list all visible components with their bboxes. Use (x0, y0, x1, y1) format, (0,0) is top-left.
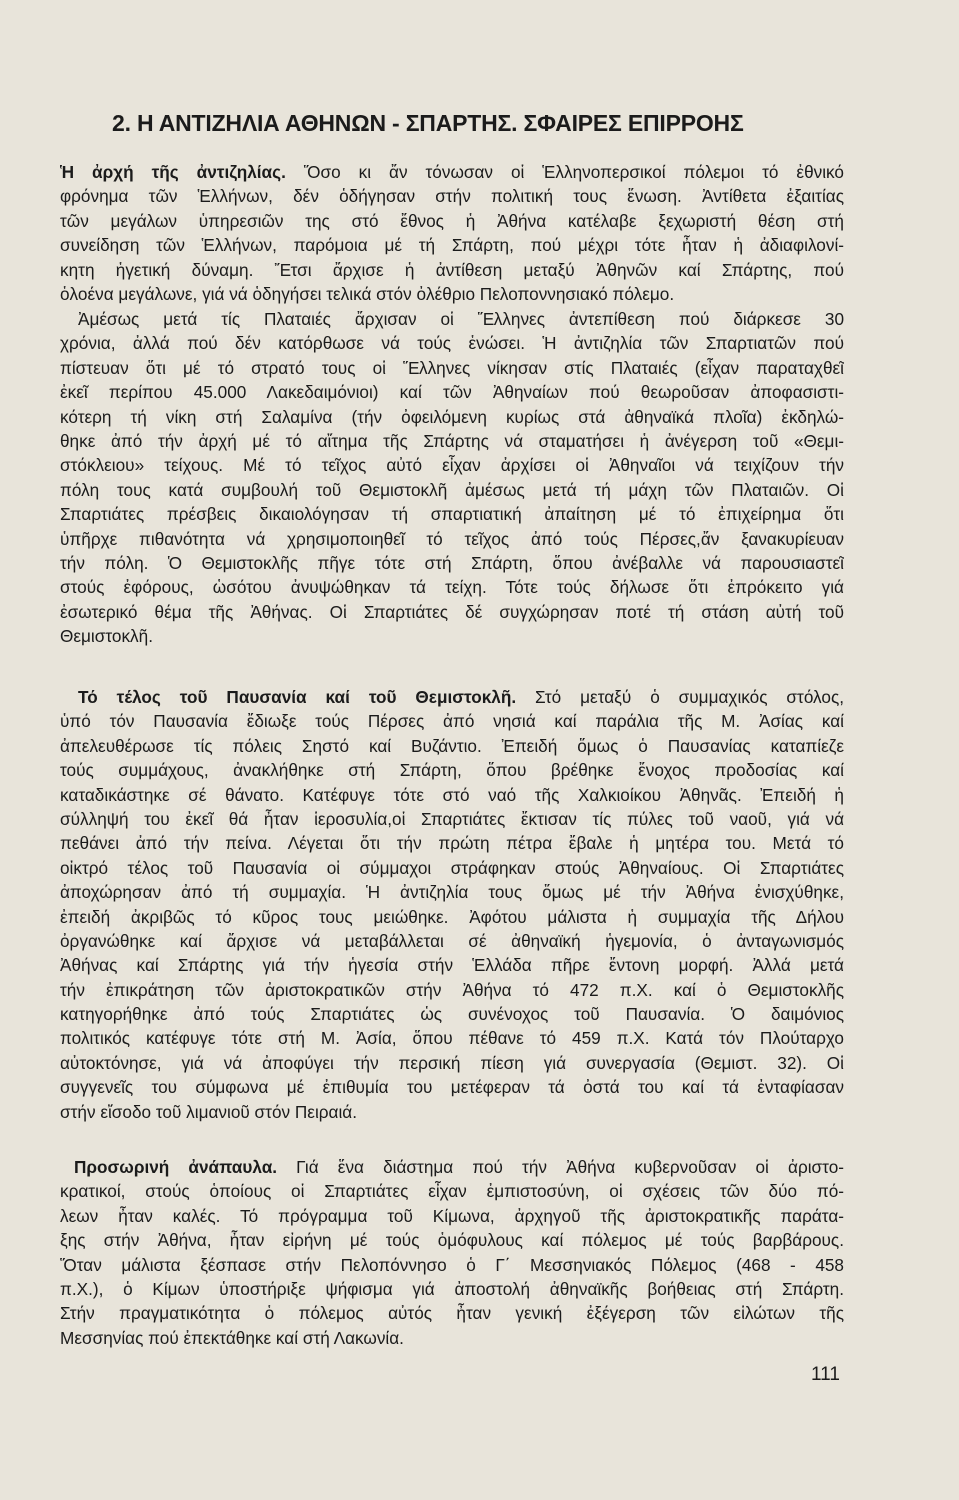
text-line: ἐπειδή ἀκριβῶς τό κῦρος τους μειώθηκε. Ἀφότου μάλιστα ἡ συμμαχία τῆς Δήλου (60, 906, 844, 927)
text-line: τούς συμμάχους, ἀνακλήθηκε στή Σπάρτη, ὅπου βρέθηκε ἔνοχος προδοσίας καί (60, 760, 844, 781)
text-line: ἐκεῖ περίπου 45.000 Λακεδαιμόνιοι) καί τῶν Ἀθηναίων πού θεωροῦσαν ἀποφασιστι- (60, 382, 844, 403)
section-heading: 2. Η ΑΝΤΙΖΗΛΙΑ ΑΘΗΝΩΝ - ΣΠΑΡΤΗΣ. ΣΦΑΙΡΕΣ ΕΠΙΡΡΟΗΣ (112, 110, 744, 136)
paragraph-after-plataea (60, 307, 844, 648)
text-line: ὁλοένα μεγάλωνε, γιά νά ὁδηγήσει τελικά στόν ὀλέθριο Πελοποννησιακό πόλεμο. (60, 283, 675, 304)
text-line: στόκλειου» τείχους. Μέ τό τεῖχος αὐτό εἶχαν ἀρχίσει οἱ Ἀθηναῖοι νά τειχίζουν τήν (60, 455, 844, 476)
text-line: ὑπῆρχε πιθανότητα νά χρησιμοποιηθεῖ τό τεῖχος ἀπό τούς Πέρσες,ἄν ξανακυρίευαν (60, 528, 844, 549)
text-line: Στήν πραγματικότητα ὁ πόλεμος αὐτός ἦταν γενική ἐξέγερση τῶν εἱλώτων τῆς (60, 1303, 844, 1324)
text-line: τήν ἐπικράτηση τῶν ἀριστοκρατικῶν στήν Ἀθήνα τό 472 π.Χ. καί ὁ Θεμιστοκλῆς (60, 979, 844, 1000)
text-line: αὐτοκτόνησε, γιά νά ἀποφύγει τήν περσική πίεση γιά συνεργασία (Θεμιστ. 32). Οἱ (60, 1052, 844, 1073)
text-line: Ὅταν μάλιστα ξέσπασε στήν Πελοπόννησο ὁ Γ΄ Μεσσηνιακός Πόλεμος (468 - 458 (60, 1254, 844, 1275)
text-line: ἐσωτερικό θέμα τῆς Ἀθήνας. Οἱ Σπαρτιάτες δέ συγχώρησαν ποτέ τή στάση αὐτή τοῦ (60, 601, 844, 622)
text-line: καταδικάστηκε σέ θάνατο. Κατέφυγε τότε στό ναό τῆς Χαλκιοίκου Ἀθηνᾶς. Ἐπειδή ἡ (60, 784, 844, 805)
text-line: Προσωρινή ἀνάπαυλα. Γιά ἕνα διάστημα πού τήν Ἀθήνα κυβερνοῦσαν οἱ ἀριστο- (74, 1157, 844, 1177)
text-line: φρόνημα τῶν Ἑλλήνων, δέν ὁδήγησαν στήν πολιτική τους ἕνωση. Ἀντίθετα ἐξαιτίας (60, 186, 844, 207)
text-line: ἀποχώρησαν ἀπό τή συμμαχία. Ἡ ἀντιζηλία τους ὅμως μέ τήν Ἀθήνα ἐνισχύθηκε, (60, 882, 844, 903)
text-line: π.Χ.), ὁ Κίμων ὑποστήριξε ψήφισμα γιά ἀποστολή ἀθηναϊκῆς βοήθειας στή Σπάρτη. (60, 1278, 844, 1299)
text-line: Θεμιστοκλῆ. (60, 626, 153, 647)
paragraph-lead: Προσωρινή ἀνάπαυλα. (74, 1157, 278, 1177)
text-line: πεθάνει ἀπό τήν πείνα. Λέγεται ὅτι τήν πρώτη πέτρα ἔβαλε ἡ μητέρα του. Μετά τό (60, 833, 844, 854)
text-line: ἀπελευθέρωσε τίς πόλεις Σηστό καί Βυζάντιο. Ἐπειδή ὅμως ὁ Παυσανίας καταπίεζε (60, 735, 844, 756)
text-line: χρόνια, ἀλλά πού δέν κατόρθωσε νά τούς ἑνώσει. Ἡ ἀντιζηλία τῶν Σπαρτιατῶν πού (60, 333, 844, 354)
text-line: κατηγορήθηκε ἀπό τούς Σπαρτιάτες ὡς συνένοχος τοῦ Παυσανία. Ὁ δαιμόνιος (60, 1004, 844, 1025)
text-line: θηκε ἀπό τήν ἀρχή μέ τό αἴτημα τῆς Σπάρτης νά σταματήσει ἡ ἀνέγερση τοῦ «Θεμι- (60, 430, 844, 451)
text-line: τήν πόλη. Ὁ Θεμιστοκλῆς πῆγε τότε στή Σπάρτη, ὅπου ἀνέβαλλε νά παρουσιαστεῖ (60, 552, 844, 573)
text-line: Ἀμέσως μετά τίς Πλαταιές ἄρχισαν οἱ Ἕλληνες ἀντεπίθεση πού διάρκεσε 30 (78, 309, 844, 329)
text-line: πολιτικός κατέφυγε τότε στή Μ. Ἀσία, ὅπου πέθανε τό 459 π.Χ. Κατά τόν Πλούταρχο (60, 1028, 844, 1049)
text-line: στούς ἐφόρους, ὡσότου ἀνυψώθηκαν τά τείχη. Τότε τούς δήλωσε ὅτι ἐπρόκειτο γιά (60, 577, 844, 598)
text-line: κρατικοί, στούς ὁποίους οἱ Σπαρτιάτες εἶχαν ἐμπιστοσύνη, οἱ σχέσεις τῶν δύο πό- (60, 1181, 844, 1202)
text-line: σύλληψή του ἐκεῖ θά ἦταν ἱεροσυλία,οἱ Σπαρτιάτες ἔκτισαν τίς πύλες τοῦ ναοῦ, γιά νά (60, 808, 844, 829)
text-line: Τό τέλος τοῦ Παυσανία καί τοῦ Θεμιστοκλῆ. Στό μεταξύ ὁ συμμαχικός στόλος, (78, 687, 844, 707)
text-line: στήν εἴσοδο τοῦ λιμανιοῦ στόν Πειραιά. (60, 1101, 358, 1122)
text-line: πίστευαν ὅτι μέ τό στρατό τους οἱ Ἕλληνες νίκησαν στίς Πλαταιές (εἶχαν παραταχθεῖ (60, 357, 844, 378)
text-line: λεων ἦταν καλές. Τό πρόγραμμα τοῦ Κίμωνα, ἀρχηγοῦ τῆς ἀριστοκρατικῆς παράτα- (60, 1205, 844, 1226)
text-line: συγγενεῖς του σύμφωνα μέ ἐπιθυμία του μετέφεραν τά ὀστά του καί τά ἐνταφίασαν (60, 1077, 844, 1098)
text-line: ὑπό τόν Παυσανία ἔδιωξε τούς Πέρσες ἀπό νησιά καί παράλια τῆς Μ. Ἀσίας καί (60, 711, 844, 732)
text-line: Σπαρτιάτες πρέσβεις δικαιολόγησαν τή σπαρτιατική ἀπαίτηση μέ τό ἐπιχείρημα ὅτι (60, 504, 844, 525)
paragraph-pausanias-themistocles (60, 685, 844, 1124)
text-line: τῶν μεγάλων ὑπηρεσιῶν της στό ἔθνος ἡ Ἀθήνα κατέλαβε ξεχωριστή θέση στή (60, 210, 844, 231)
text-line: πόλη τους κατά συμβουλή τοῦ Θεμιστοκλῆ ἀμέσως μετά τή μάχη τῶν Πλαταιῶν. Οἱ (60, 479, 844, 500)
text-line: οἰκτρό τέλος τοῦ Παυσανία οἱ σύμμαχοι στράφηκαν στούς Ἀθηναίους. Οἱ Σπαρτιάτες (60, 857, 844, 878)
page-number: 111 (811, 1364, 840, 1385)
text-line: Μεσσηνίας πού ἐπεκτάθηκε καί στή Λακωνία. (60, 1327, 404, 1348)
text-line: ὀργανώθηκε καί ἄρχισε νά μεταβάλλεται σέ ἀθηναϊκή ἡγεμονία, ὁ ἀνταγωνισμός (60, 930, 844, 951)
text-line: κητη ἡγετική δύναμη. Ἔτσι ἄρχισε ἡ ἀντίθεση μεταξύ Ἀθηνῶν καί Σπάρτης, πού (60, 259, 844, 280)
paragraph-temporary-respite (60, 1155, 844, 1350)
paragraph-origin-of-rivalry (60, 160, 844, 306)
text-line: συνείδηση τῶν Ἑλλήνων, παρόμοια μέ τή Σπάρτη, πού μέχρι τότε ἦταν ἡ ἀδιαφιλονί- (60, 235, 844, 256)
text-line: κότερη τή νίκη στή Σαλαμίνα (τήν ὀφειλόμενη κυρίως στά ἀθηναϊκά πλοῖα) ἐκδηλώ- (60, 406, 844, 427)
text-line: Ἀθήνας καί Σπάρτης γιά τήν ἡγεσία στήν Ἑλλάδα πῆρε ἔντονη μορφή. Ἀλλά μετά (60, 955, 844, 976)
text-line: Ἡ ἀρχή τῆς ἀντιζηλίας. Ὅσο κι ἄν τόνωσαν οἱ Ἑλληνοπερσικοί πόλεμοι τό ἐθνικό (60, 162, 844, 182)
paragraph-lead: Ἡ ἀρχή τῆς ἀντιζηλίας. (60, 162, 286, 182)
text-line: ξης στήν Ἀθήνα, ἦταν εἰρήνη μέ τούς ὁμόφυλους καί πόλεμος μέ τούς βαρβάρους. (60, 1230, 844, 1251)
paragraph-lead: Τό τέλος τοῦ Παυσανία καί τοῦ Θεμιστοκλῆ. (78, 687, 517, 707)
